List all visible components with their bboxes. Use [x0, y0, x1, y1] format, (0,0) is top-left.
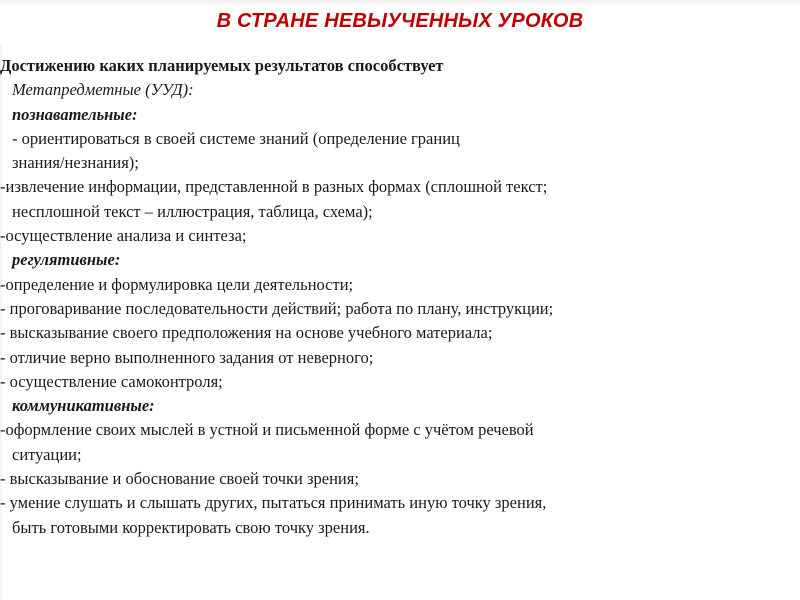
subheading-cognitive: познавательные: — [12, 104, 138, 124]
subheading-regulatory: регулятивные: — [12, 250, 121, 270]
list-item: - отличие верно выполненного задания от неверного; — [0, 347, 374, 367]
list-item: -оформление своих мыслей в устной и письменной форме с учётом речевой — [0, 420, 534, 440]
question-line: Достижению каких планируемых результатов способствует — [0, 56, 444, 75]
list-item: - осуществление самоконтроля; — [0, 371, 223, 391]
list-item: -осуществление анализа и синтеза; — [0, 226, 247, 246]
list-item: - высказывание своего предположения на основе учебного материала; — [0, 323, 493, 343]
list-item: - высказывание и обоснование своей точки зрения; — [0, 469, 359, 489]
list-item: -извлечение информации, представленной в разных формах (сплошной текст; — [0, 177, 548, 197]
list-item-continuation: несплошной текст – иллюстрация, таблица, схема); — [12, 201, 373, 221]
list-item-continuation: ситуации; — [12, 444, 82, 464]
list-item: - умение слушать и слышать других, пытаться принимать иную точку зрения, — [0, 493, 547, 513]
list-item: - проговаривание последовательности действий; работа по плану, инструкции; — [0, 298, 554, 318]
subheading-communicative: коммуникативные: — [12, 396, 155, 416]
list-item: -определение и формулировка цели деятельности; — [0, 274, 354, 294]
slide-title: В СТРАНЕ НЕВЫУЧЕННЫХ УРОКОВ — [216, 10, 584, 32]
slide-body — [0, 54, 792, 540]
list-item-continuation: быть готовыми корректировать свою точку зрения. — [12, 517, 370, 537]
top-decor-band — [0, 0, 800, 6]
list-item-continuation: знания/незнания); — [12, 153, 139, 173]
section-heading-metasubject: Метапредметные (УУД): — [12, 80, 194, 100]
list-item: - ориентироваться в своей системе знаний (определение границ — [12, 128, 460, 148]
